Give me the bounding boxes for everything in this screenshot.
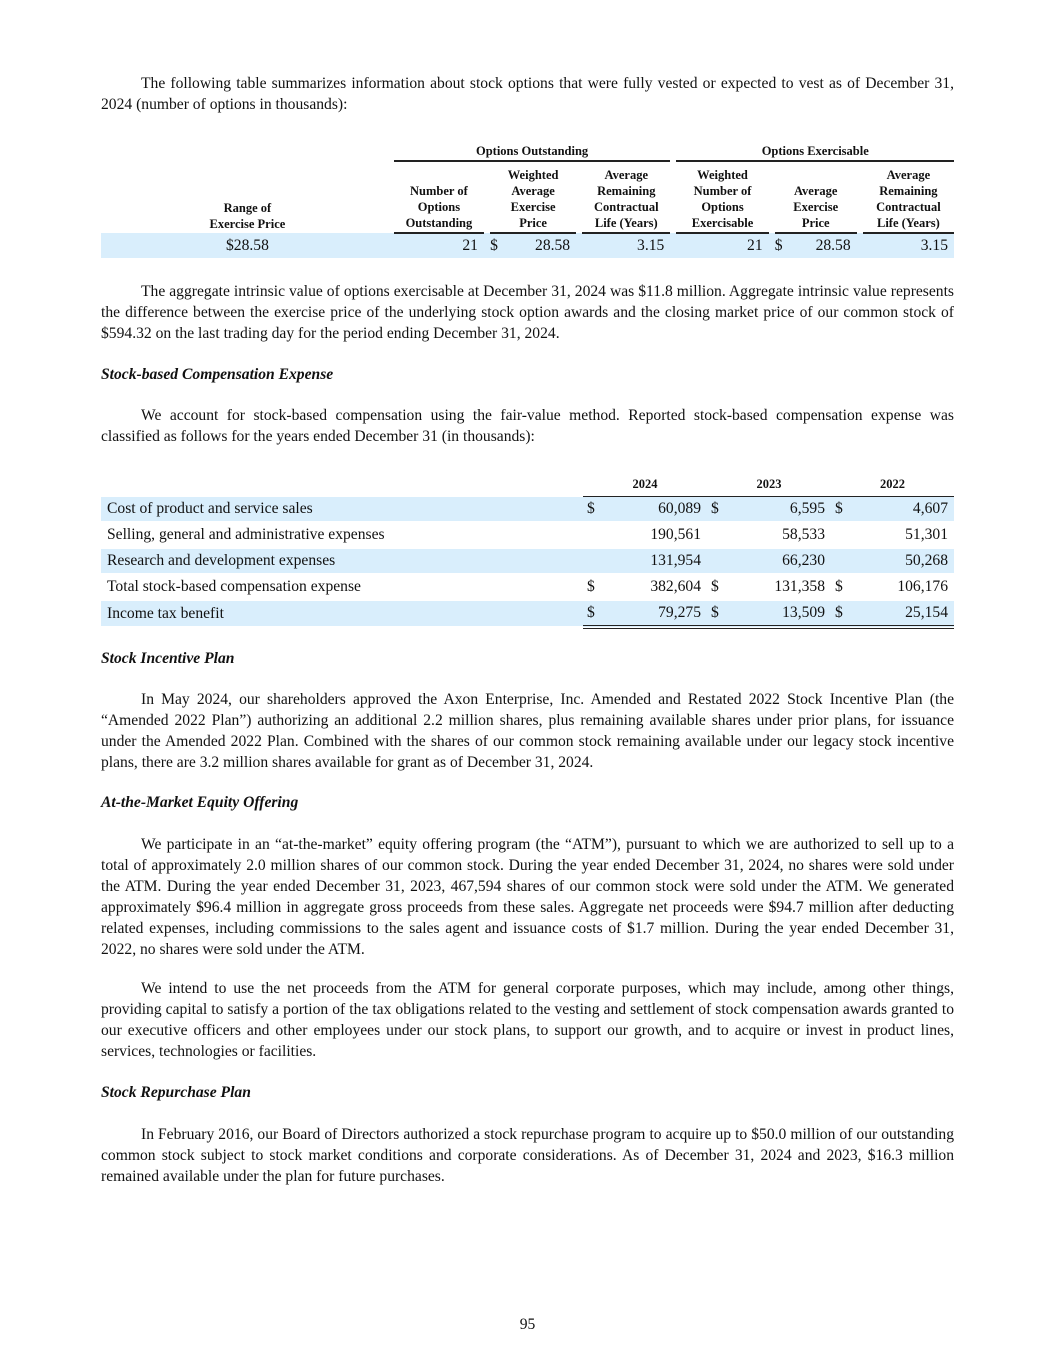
year-header: 2023	[756, 476, 782, 491]
sip-paragraph: In May 2024, our shareholders approved the Axon Enterprise, Inc. Amended and Restated 2022 Stock Incentive Plan (the “Amended 2022 Plan”) authorizing an additional 2.2 million shares, plus remaining available shares under prior plans, for issuance under the Amended 2022 Plan. Combined with the shares of our common stock remaining available under our legacy stock incentive plans, there are 3.2 million shares available for grant as of December 31, 2024.	[101, 691, 954, 771]
row-label: Total stock-based compensation expense	[101, 574, 583, 600]
table-row: $28.58 21 $ 28.58 3.15 21 $ 28.58 3.15	[101, 233, 954, 258]
value-cell: 60,089	[603, 497, 707, 523]
repurchase-paragraph: In February 2016, our Board of Directors authorized a stock repurchase program to acquire up to $50.0 million of our outstanding common stock subject to stock market conditions and corporate considerations. As of December 31, 2024 and 2023, $16.3 million remained available under the plan for future purchases.	[101, 1126, 954, 1185]
heading-sbc: Stock-based Compensation Expense	[101, 366, 334, 383]
currency-symbol: $	[707, 574, 727, 600]
col-header-avg-life-ex: Average Remaining Contractual Life (Years)	[863, 167, 954, 233]
group-header-exercisable: Options Exercisable	[676, 143, 954, 161]
currency-symbol: $	[583, 574, 603, 600]
sbc-paragraph: We account for stock-based compensation using the fair-value method. Reported stock-based compensation expense was classified as follows for the years ended December 31 (in thousands):	[101, 407, 954, 445]
row-label: Cost of product and service sales	[101, 497, 583, 523]
sbc-expense-table	[101, 472, 954, 629]
year-header: 2024	[632, 476, 658, 491]
value-cell: 51,301	[851, 522, 954, 548]
currency-symbol: $	[831, 600, 851, 627]
value-cell: 13,509	[727, 600, 831, 627]
heading-repurchase: Stock Repurchase Plan	[101, 1084, 251, 1101]
currency-symbol	[583, 548, 603, 574]
year-header: 2022	[880, 476, 905, 491]
col-header-avg-price-ex: Average Exercise Price	[775, 167, 857, 233]
currency-symbol: $	[707, 600, 727, 627]
atm-paragraph-1: We participate in an “at-the-market” equity offering program (the “ATM”), pursuant to which we are authorized to sell up to a total of approximately 2.0 million shares of our common stock. During the year ended December 31, 2024, no shares were sold under the ATM. During the year ended December 31, 2023, 467,594 shares of our common stock were sold under the ATM. We generated approximately $96.4 million in aggregate gross proceeds from these sales. Aggregate net proceeds were $94.7 million after deducting related expenses, including commissions to the sales agent and issuance costs of $1.7 million. During the year ended December 31, 2022, no shares were sold under the ATM.	[101, 836, 954, 958]
currency-symbol	[707, 522, 727, 548]
currency-symbol	[583, 522, 603, 548]
currency-symbol: $	[583, 600, 603, 627]
value-cell: 190,561	[603, 522, 707, 548]
row-label: Research and development expenses	[101, 548, 583, 574]
value-cell: 131,954	[603, 548, 707, 574]
value-cell: 79,275	[603, 600, 707, 627]
heading-sip: Stock Incentive Plan	[101, 650, 235, 667]
currency-symbol: $	[583, 497, 603, 523]
currency-symbol	[831, 548, 851, 574]
currency-symbol: $	[831, 574, 851, 600]
currency-symbol	[831, 522, 851, 548]
col-header-num-outstanding: Number of Options Outstanding	[394, 167, 484, 233]
col-header-wavg-price: Weighted Average Exercise Price	[490, 167, 576, 233]
value-cell: 382,604	[603, 574, 707, 600]
group-header-outstanding: Options Outstanding	[394, 143, 670, 161]
stock-options-table	[101, 143, 954, 258]
row-label: Income tax benefit	[101, 600, 583, 627]
col-header-avg-life: Average Remaining Contractual Life (Years)	[582, 167, 670, 233]
value-cell: 50,268	[851, 548, 954, 574]
currency-symbol: $	[831, 497, 851, 523]
value-cell: 25,154	[851, 600, 954, 627]
heading-atm: At-the-Market Equity Offering	[101, 794, 299, 811]
col-header-range: Range of Exercise Price	[209, 201, 286, 231]
value-cell: 106,176	[851, 574, 954, 600]
value-cell: 66,230	[727, 548, 831, 574]
currency-symbol: $	[707, 497, 727, 523]
value-cell: 6,595	[727, 497, 831, 523]
currency-symbol	[707, 548, 727, 574]
value-cell: 131,358	[727, 574, 831, 600]
table-row	[101, 497, 954, 523]
table-row	[101, 600, 954, 627]
intro-paragraph: The following table summarizes information about stock options that were fully vested or expected to vest as of December 31, 2024 (number of options in thousands):	[101, 75, 954, 113]
value-cell: 58,533	[727, 522, 831, 548]
table-row	[101, 522, 954, 548]
page-number: 95	[519, 1316, 536, 1333]
table-row	[101, 574, 954, 600]
row-label: Selling, general and administrative expenses	[101, 522, 583, 548]
intrinsic-value-paragraph: The aggregate intrinsic value of options exercisable at December 31, 2024 was $11.8 million. Aggregate intrinsic value represents the difference between the exercise price of the underlying stock option awards and the closing market price of our common stock of $594.32 on the last trading day for the period ending December 31, 2024.	[101, 283, 954, 342]
value-cell: 4,607	[851, 497, 954, 523]
atm-paragraph-2: We intend to use the net proceeds from the ATM for general corporate purposes, which may include, among other things, providing capital to satisfy a portion of the tax obligations related to the vesting and settlement of stock compensation awards granted to our executive officers and other employees under our stock plans, to support our growth, and to acquire or invest in product lines, services, technologies or facilities.	[101, 980, 954, 1060]
table-row	[101, 548, 954, 574]
col-header-num-exercisable: Weighted Number of Options Exercisable	[676, 167, 768, 233]
